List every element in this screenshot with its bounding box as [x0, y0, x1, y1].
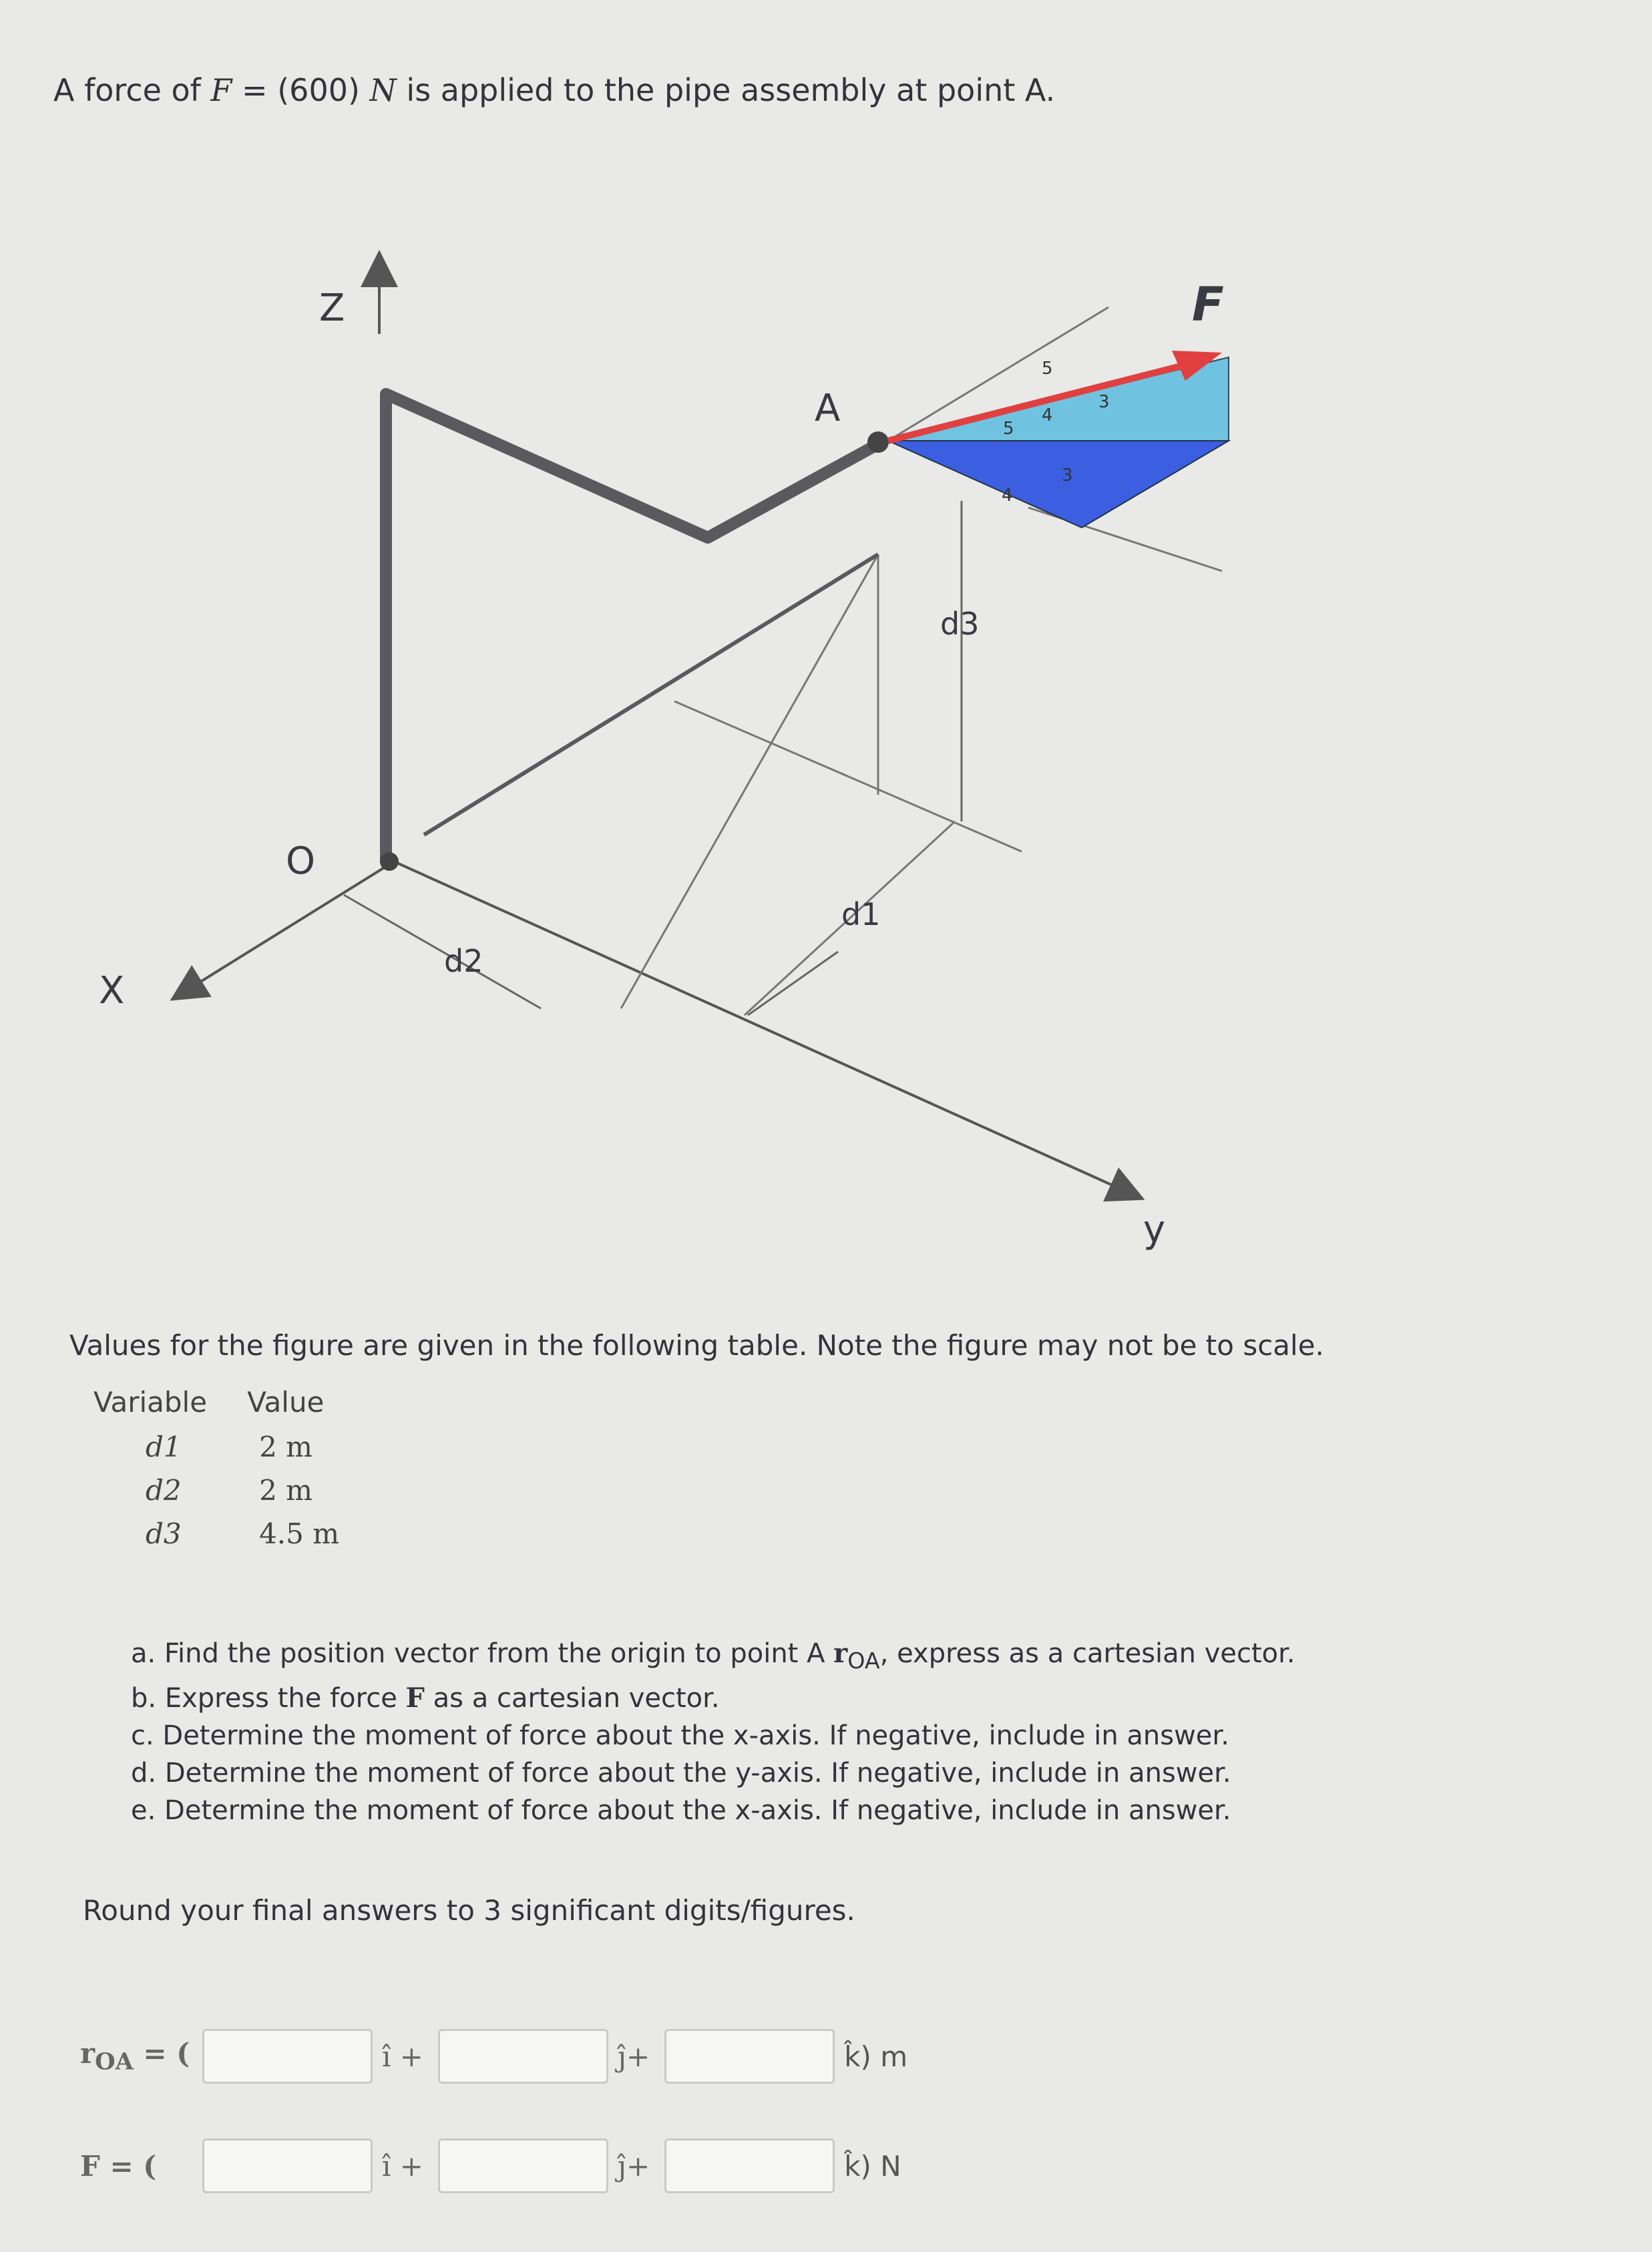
- f-label: [80, 2150, 197, 2183]
- question-a-text-end: , express as a cartesian vector.: [879, 1638, 1295, 1669]
- i-hat-label: î +: [382, 2040, 423, 2073]
- question-b: [131, 1680, 1295, 1717]
- table-row: [93, 1428, 379, 1471]
- f-symbol: F: [80, 2149, 100, 2183]
- problem-statement: [53, 72, 1055, 108]
- r-oa-answer-row: [80, 2029, 917, 2084]
- question-c: c. Determine the moment of force about the x-axis. If negative, include in answer.: [131, 1720, 1229, 1751]
- triangle-number: 3: [1062, 465, 1073, 486]
- prompt-force-var: F: [210, 72, 232, 108]
- r-oa-equals: = (: [133, 2037, 190, 2070]
- prompt-unit: N: [369, 72, 397, 108]
- f-j-input[interactable]: [438, 2138, 608, 2193]
- construction-line: [621, 554, 881, 1008]
- table-header-row: [93, 1386, 379, 1428]
- table-row: [93, 1471, 379, 1515]
- variable-cell: d1: [146, 1431, 182, 1463]
- construction-line: [674, 701, 1022, 852]
- r-oa-k-input[interactable]: [664, 2029, 835, 2084]
- origin-joint: [380, 852, 399, 871]
- triangle-number: 5: [1042, 359, 1053, 379]
- origin-label: O: [286, 839, 316, 883]
- figure-note: Values for the figure are given in the following table. Note the figure may not be to scale.: [69, 1329, 1324, 1362]
- question-b-text-end: as a cartesian vector.: [424, 1683, 720, 1714]
- triangle-number: 5: [1003, 419, 1014, 439]
- r-oa-i-input[interactable]: [202, 2029, 373, 2084]
- values-table: [93, 1386, 379, 1558]
- prompt-text-2: = (600): [232, 72, 370, 108]
- r-oa-j-input[interactable]: [438, 2029, 608, 2084]
- question-e: e. Determine the moment of force about the x-axis. If negative, include in answer.: [131, 1795, 1231, 1826]
- d3-label: d3: [940, 606, 980, 642]
- question-a-vector: r: [833, 1638, 848, 1669]
- z-axis-label: Z: [319, 287, 345, 330]
- f-k-input[interactable]: [664, 2138, 835, 2193]
- pipe-base: [424, 554, 878, 835]
- value-header: Value: [247, 1386, 325, 1419]
- r-oa-subscript: OA: [95, 2048, 134, 2076]
- value-cell: 2 m: [259, 1431, 313, 1463]
- triangle-number: 4: [1042, 405, 1053, 425]
- question-a: [131, 1635, 1295, 1680]
- d2-dimension-line: [344, 895, 541, 1008]
- question-b-text: b. Express the force: [131, 1683, 406, 1714]
- k-hat-unit-label: k̂) m: [844, 2040, 908, 2073]
- d2-label: d2: [444, 943, 483, 979]
- j-hat-label: ĵ+: [617, 2149, 650, 2183]
- x-axis-label: X: [99, 969, 125, 1012]
- f-equals: = (: [99, 2149, 157, 2183]
- j-hat-label: ĵ+: [617, 2040, 650, 2073]
- variable-cell: d3: [146, 1517, 182, 1550]
- question-list: [131, 1635, 1295, 1829]
- variable-cell: d2: [146, 1474, 182, 1507]
- table-row: [93, 1515, 379, 1558]
- value-cell: 4.5 m: [259, 1517, 340, 1550]
- force-label: F: [1192, 277, 1224, 332]
- r-oa-symbol: r: [80, 2037, 95, 2070]
- question-b-vector: F: [405, 1682, 425, 1714]
- d1-label: d1: [841, 896, 881, 932]
- lower-force-triangle: [888, 441, 1229, 528]
- triangle-number: 4: [1002, 486, 1013, 506]
- pipe: [386, 394, 878, 862]
- y-axis-label: y: [1143, 1208, 1166, 1252]
- prompt-text-1: A force of: [53, 72, 211, 108]
- prompt-text-3: is applied to the pipe assembly at point A.: [396, 72, 1056, 108]
- point-a-joint: [867, 431, 889, 453]
- triangle-number: 3: [1098, 392, 1110, 412]
- i-hat-label: î +: [382, 2149, 423, 2183]
- question-a-text: a. Find the position vector from the origin to point A: [131, 1638, 834, 1669]
- rounding-note: Round your final answers to 3 significant digits/figures.: [83, 1894, 855, 1927]
- value-cell: 2 m: [259, 1474, 313, 1507]
- d1-dimension-line: [748, 952, 838, 1015]
- question-a-subscript: OA: [847, 1648, 880, 1674]
- pipe-assembly-figure: [0, 220, 1652, 1289]
- f-answer-row: [80, 2138, 911, 2193]
- variable-header: Variable: [93, 1386, 208, 1419]
- point-a-label: A: [815, 387, 841, 430]
- y-axis: [394, 862, 1135, 1195]
- f-i-input[interactable]: [202, 2138, 373, 2193]
- question-d: d. Determine the moment of force about the y-axis. If negative, include in answer.: [131, 1758, 1231, 1789]
- k-hat-unit-label: k̂) N: [844, 2149, 901, 2183]
- r-oa-label: [80, 2037, 197, 2075]
